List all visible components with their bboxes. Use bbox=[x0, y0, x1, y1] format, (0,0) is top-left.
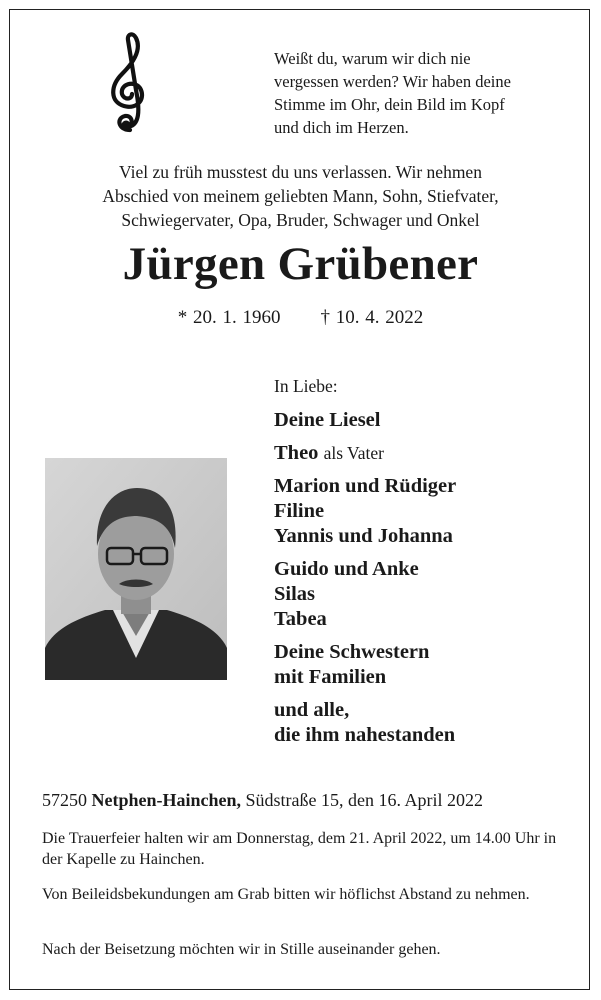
poem-line: vergessen werden? Wir haben deine bbox=[274, 72, 511, 91]
mourner-name: die ihm nahestanden bbox=[274, 724, 456, 746]
postcode: 57250 bbox=[42, 790, 87, 810]
mourner-group bbox=[274, 640, 584, 690]
mourner-relation-note: als Vater bbox=[323, 443, 384, 463]
farewell-line: Abschied von meinem geliebten Mann, Sohn, Stiefvater, bbox=[102, 186, 499, 206]
burial-notice: Nach der Beisetzung möchten wir in Stille auseinander gehen. bbox=[42, 941, 441, 958]
portrait-photo bbox=[45, 458, 227, 680]
farewell-text bbox=[0, 160, 601, 232]
town: Netphen-Hainchen, bbox=[91, 790, 242, 810]
mourner-name: Deine Schwestern bbox=[274, 641, 430, 663]
mourner-name: Tabea bbox=[274, 608, 327, 630]
poem bbox=[274, 47, 574, 139]
mourner-name: Deine Liesel bbox=[274, 409, 381, 431]
mourner-name: Guido und Anke bbox=[274, 558, 419, 580]
mourner-name: Silas bbox=[274, 583, 316, 605]
mourner-name: mit Familien bbox=[274, 666, 387, 688]
death-date: † 10. 4. 2022 bbox=[320, 307, 424, 328]
deceased-name: Jürgen Grübener bbox=[122, 238, 479, 290]
mourner-group bbox=[274, 408, 584, 433]
mourner-name: Filine bbox=[274, 500, 325, 522]
address-line bbox=[42, 788, 582, 812]
funeral-notice: Die Trauerfeier halten wir am Donnerstag, dem 21. April 2022, um 14.00 Uhr in der Kapelle zu Hainchen. bbox=[42, 830, 557, 868]
poem-line: Weißt du, warum wir dich nie bbox=[274, 49, 471, 68]
life-dates bbox=[0, 305, 601, 331]
address-street-date: Südstraße 15, den 16. April 2022 bbox=[245, 790, 483, 810]
mourner-group bbox=[274, 441, 584, 466]
farewell-line: Schwiegervater, Opa, Bruder, Schwager und Onkel bbox=[121, 210, 480, 230]
mourner-name: Theo bbox=[274, 442, 319, 464]
mourner-name: und alle, bbox=[274, 699, 350, 721]
mourners-lead: In Liebe: bbox=[274, 376, 338, 396]
mourner-name: Marion und Rüdiger bbox=[274, 475, 457, 497]
mourner-name: Yannis und Johanna bbox=[274, 525, 453, 547]
treble-clef-icon bbox=[100, 30, 160, 140]
mourner-group bbox=[274, 474, 584, 549]
mourner-group bbox=[274, 557, 584, 632]
mourners-list bbox=[274, 374, 584, 756]
birth-date: * 20. 1. 1960 bbox=[177, 307, 281, 328]
poem-line: und dich im Herzen. bbox=[274, 118, 409, 137]
poem-line: Stimme im Ohr, dein Bild im Kopf bbox=[274, 95, 505, 114]
farewell-line: Viel zu früh musstest du uns verlassen. Wir nehmen bbox=[119, 162, 482, 182]
condolence-notice: Von Beileidsbekundungen am Grab bitten wir höflichst Abstand zu nehmen. bbox=[42, 886, 530, 903]
mourner-group bbox=[274, 698, 584, 748]
